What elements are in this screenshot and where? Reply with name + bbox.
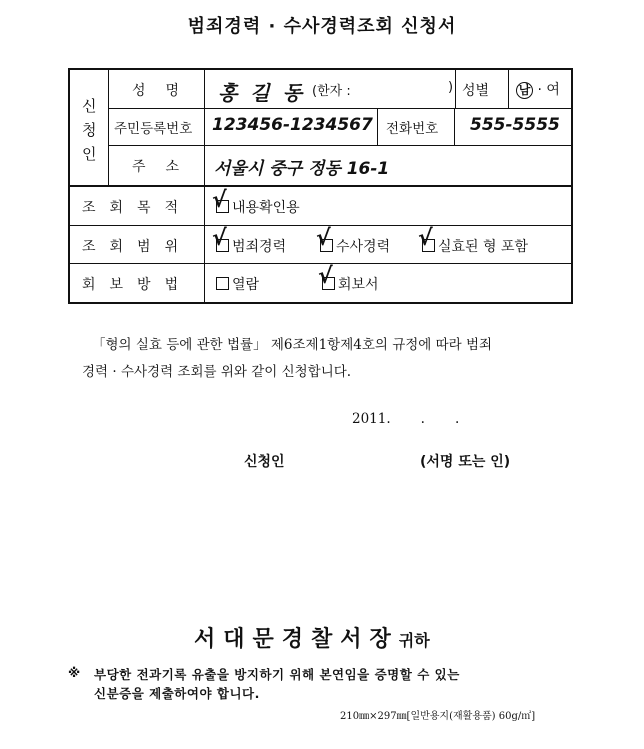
addressee-honorific: 귀하 (398, 631, 430, 650)
police-station-name: 서대문경찰서장 (194, 626, 399, 652)
scope-option-expired: 실효된 형 포함 (422, 236, 528, 256)
signature-label: 신청인 (244, 454, 285, 470)
col-divider (455, 70, 456, 108)
statement-line-1: 「형의 실효 등에 관한 법률」 제6조제1항제4호의 규정에 따라 범죄 (92, 337, 493, 353)
paper-spec: 210㎜×297㎜[일반용지(재활용품) 60g/㎡] (340, 711, 536, 722)
row-divider (108, 108, 571, 109)
signature-note: (서명 또는 인) (420, 454, 511, 470)
rrn-value: 123456-1234567 (212, 115, 373, 135)
reply-option-view: 열람 (216, 274, 259, 294)
phone-label: 전화번호 (386, 121, 439, 137)
rrn-label: 주민등록번호 (114, 121, 193, 137)
check-mark-icon: √ (418, 226, 433, 251)
row-divider (108, 145, 571, 146)
purpose-label: 조회목적 (82, 200, 193, 216)
application-date: 2011. . . (352, 411, 460, 427)
check-mark-icon: √ (316, 226, 331, 251)
phone-value: 555-5555 (470, 115, 560, 135)
gender-label: 성별 (462, 83, 490, 99)
check-mark-icon: √ (212, 188, 227, 213)
address-value: 서울시 중구 정동 16-1 (214, 159, 390, 179)
applicant-group-label: 신 청 인 (82, 97, 97, 163)
hanja-label: (한자 : (312, 84, 351, 99)
gender-field (516, 79, 560, 99)
purpose-option: 내용확인용 (216, 197, 300, 217)
statement-line-2: 경력 · 수사경력 조회를 위와 같이 신청합니다. (82, 364, 352, 380)
name-value: 홍 길 동 (218, 81, 305, 105)
gender-female: · 여 (537, 82, 560, 98)
notice-mark: ※ (68, 665, 81, 680)
scope-label: 조회범위 (82, 239, 193, 255)
reply-option-document: 회보서 (322, 274, 379, 294)
notice-line-1: 부당한 전과기록 유출을 방지하기 위해 본연임을 증명할 수 있는 (94, 667, 460, 682)
name-label: 성명 (132, 83, 200, 99)
gender-male-circled: 남 (516, 82, 533, 99)
scope-option-criminal: 범죄경력 (216, 236, 286, 256)
address-label: 주소 (132, 159, 200, 175)
section-divider (70, 185, 571, 187)
col-divider (508, 70, 509, 108)
col-divider (204, 70, 205, 302)
check-mark-icon: √ (212, 226, 227, 251)
col-divider (377, 108, 378, 145)
col-divider (108, 70, 109, 185)
hanja-close: ) (448, 80, 454, 95)
scope-option-investigation: 수사경력 (320, 236, 390, 256)
reply-label: 회보방법 (82, 277, 193, 293)
check-mark-icon: √ (318, 264, 333, 289)
notice-line-2: 신분증을 제출하여야 합니다. (94, 686, 260, 701)
application-table (68, 68, 573, 304)
addressee (194, 622, 430, 653)
form-title: 범죄경력 · 수사경력조회 신청서 (187, 16, 457, 37)
col-divider (454, 108, 455, 145)
reply-view-checkbox[interactable] (216, 277, 229, 290)
